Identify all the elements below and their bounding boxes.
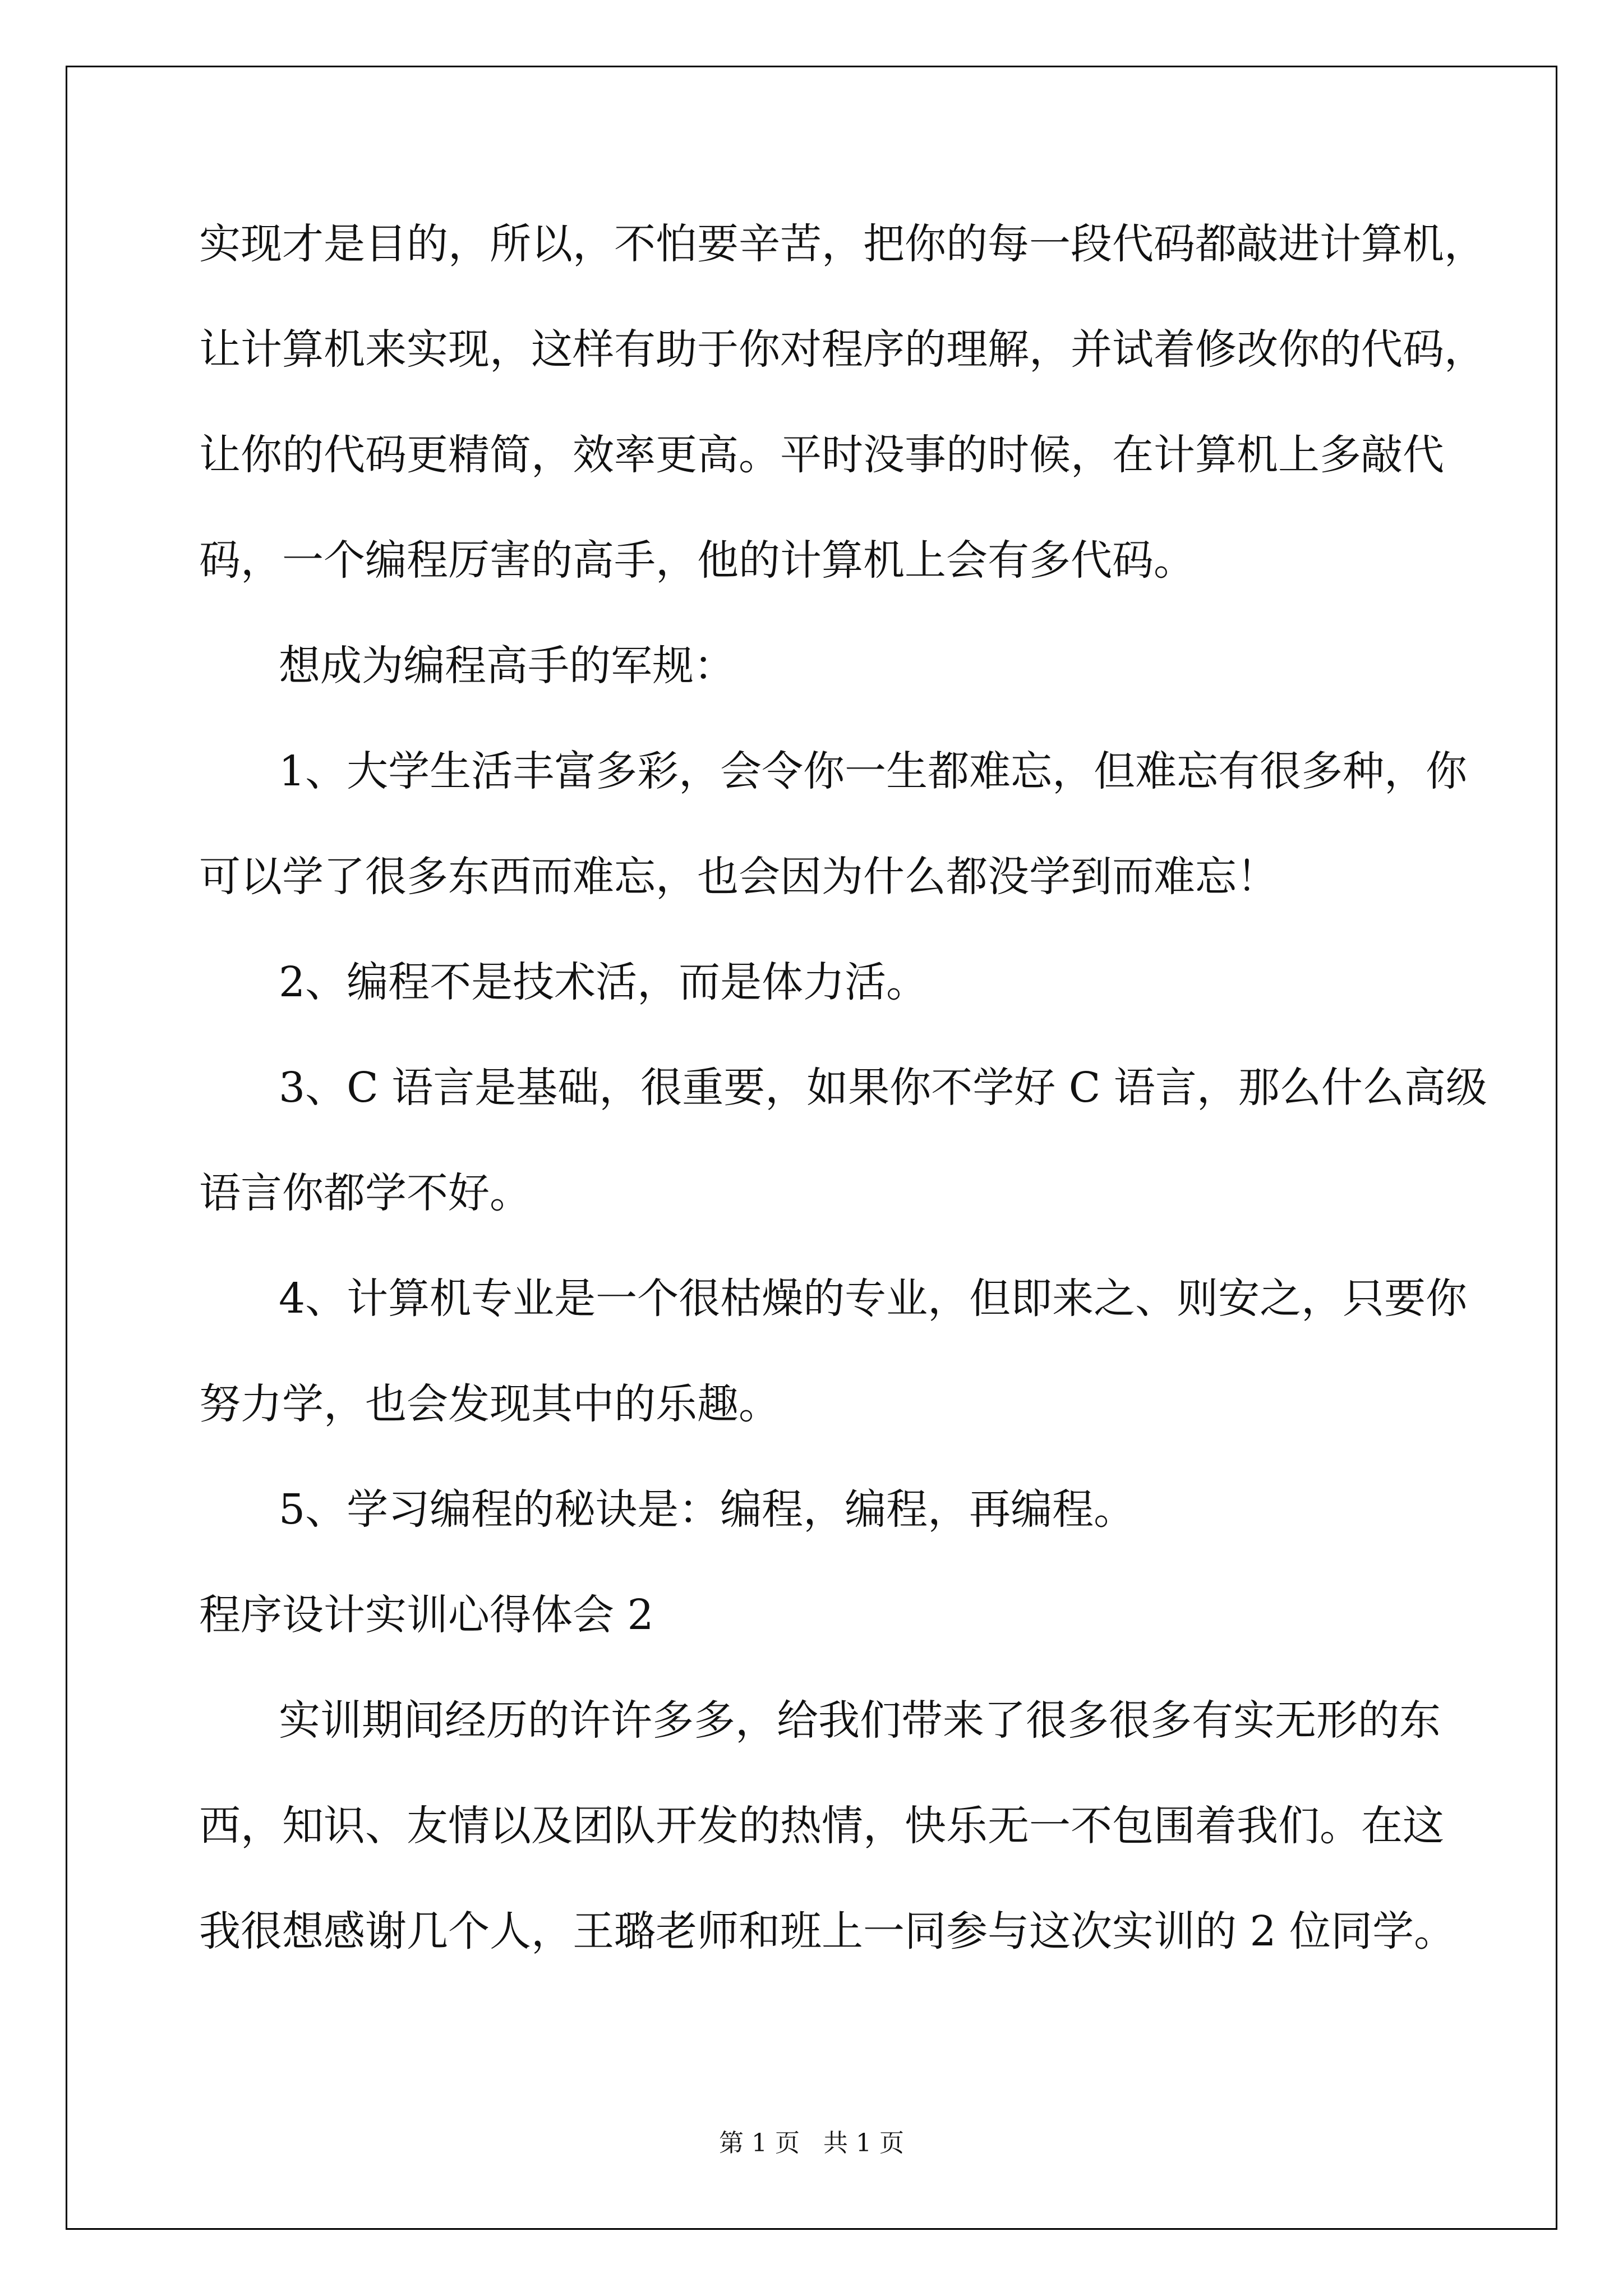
body-line: 实现才是目的，所以，不怕要辛苦，把你的每一段代码都敲进计算机， xyxy=(199,220,1486,268)
list-item-line: 语言你都学不好。 xyxy=(199,1169,531,1217)
body-line: 西，知识、友情以及团队开发的热情，快乐无一不包围着我们。在这 xyxy=(199,1802,1444,1850)
page-border xyxy=(66,66,1557,2230)
body-line: 码，一个编程厉害的高手，他的计算机上会有多代码。 xyxy=(199,536,1195,585)
body-line: 我很想感谢几个人，王璐老师和班上一同参与这次实训的 2 位同学。 xyxy=(199,1907,1456,1955)
list-item-line: 2、编程不是技术活，而是体力活。 xyxy=(279,958,928,1006)
list-item-line: 3、C 语言是基础，很重要，如果你不学好 C 语言，那么什么高级 xyxy=(279,1064,1487,1112)
list-item-line: 4、计算机专业是一个很枯燥的专业，但即来之、则安之，只要你 xyxy=(279,1274,1468,1323)
body-line: 让你的代码更精简，效率更高。平时没事的时候，在计算机上多敲代 xyxy=(199,431,1444,479)
body-line: 让计算机来实现，这样有助于你对程序的理解，并试着修改你的代码， xyxy=(199,325,1486,374)
list-item-line: 5、学习编程的秘诀是：编程，编程，再编程。 xyxy=(279,1485,1136,1534)
list-item-line: 努力学，也会发现其中的乐趣。 xyxy=(199,1380,780,1428)
body-line: 实训期间经历的许许多多，给我们带来了很多很多有实无形的东 xyxy=(279,1696,1441,1745)
section-heading: 程序设计实训心得体会 2 xyxy=(199,1591,654,1639)
list-item-line: 1、大学生活丰富多彩，会令你一生都难忘，但难忘有很多种，你 xyxy=(279,747,1468,795)
body-line: 想成为编程高手的军规： xyxy=(279,642,735,690)
page-footer: 第 1 页 共 1 页 xyxy=(719,2129,904,2157)
list-item-line: 可以学了很多东西而难忘，也会因为什么都没学到而难忘！ xyxy=(199,853,1278,901)
